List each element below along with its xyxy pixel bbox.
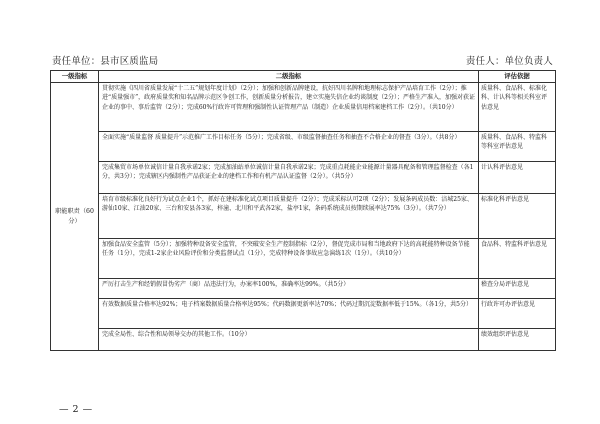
indicator-content: 有效数据质量合格率达92%；电子档案数据质量合格率达95%；代码数据更新率达70%；代码过期沉淀数据率低于15%。（各1分，共5分） <box>99 299 479 329</box>
col-header-primary: 一级指标 <box>51 71 99 83</box>
table-row <box>51 83 556 132</box>
table-row <box>51 162 556 194</box>
indicator-content: 加强食品安全监管（5分）；加强特种设备安全监管，不突破安全生产控制指标（2分），督促完成市局和当地政府下达的高耗能特种设备节能任务（1分），完成1-2家企业风险评价和分类监督试点（1分），完成特种设备事故应急演练1次（1分）。（共10分） <box>99 239 479 279</box>
indicator-content: 完成集贸市场单位诚信计量自我承诺2家；完成加油站单位诚信计量自我承诺2家；完成重点耗能企业能源计量器具配备和管理监督检查（各1分，共3分）；完成辖区内强制性产品获证企业的建档工作和有机产品认证监督（2分）。（共5分） <box>99 162 479 194</box>
table-row <box>51 132 556 162</box>
indicator-basis: 稽查分局评估意见 <box>479 279 556 299</box>
indicator-content: 全面实施“质量监督 质量提升”示范推广工作目标任务（5分）；完成省级、市级监督抽查任务和抽查不合格企业的督查（3分）。（共8分） <box>99 132 479 162</box>
table-row <box>51 299 556 329</box>
indicator-content: 培育市级标准化良好行为试点企业1个，抓好在建标准化试点项目质量提升（2分）；完成采标认可2项（2分）；发展条码成员数：涪城25家、游仙10家、江油20家、三台和安县各3家，梓潼、北川和平武各2家，盐亭1家，条码系统成员按期续展率达75%（3分）。（共7分） <box>99 194 479 239</box>
indicator-basis: 绩效组织评估意见 <box>479 329 556 351</box>
table-row <box>51 194 556 239</box>
table-row <box>51 239 556 279</box>
indicator-content: 完成全局性、综合性和局领导交办的其他工作。（10分） <box>99 329 479 351</box>
col-header-basis: 评估依据 <box>479 71 556 83</box>
indicator-basis: 食品科、特监科评估意见 <box>479 239 556 279</box>
indicator-content: 严厉打击生产和经销假冒伪劣产（商）品违法行为，办案率100%，准确率达99%。（共5分） <box>99 279 479 299</box>
indicator-basis: 标准化科评估意见 <box>479 194 556 239</box>
table-header-row <box>51 71 556 83</box>
responsible-unit: 责任单位：县市区质监局 <box>52 56 159 67</box>
primary-indicator-cell: 职能职责（60分） <box>51 83 99 351</box>
indicator-basis: 质量科、食品科、特监科等科室评估意见 <box>479 132 556 162</box>
col-header-secondary: 二级指标 <box>99 71 479 83</box>
responsible-person: 责任人：单位负责人 <box>465 56 553 67</box>
table-row <box>51 329 556 351</box>
indicator-basis: 计认科评估意见 <box>479 162 556 194</box>
evaluation-table <box>50 70 556 351</box>
page-number: — 2 — <box>59 404 93 415</box>
indicator-basis: 行政许可办评估意见 <box>479 299 556 329</box>
table-row <box>51 279 556 299</box>
indicator-basis: 质量科、食品科、标准化科、计认科等相关科室评估意见 <box>479 83 556 132</box>
indicator-content: 贯彻实施《四川省质量发展“十二五”规划年度计划》（2分）；加强和创新品牌建设，抗好四川名牌和地理标志保护产品培育工作（2分）；推进“质量强市”，政府质量奖和知名品牌示范区争创工作，创新质量分析报告，建立实施失信企业约谈制度（2分）；严格生产准入，加强对获证企业的事中、事后监管（2分）；完成60%行政许可管理和强制性认证管理产品（制造）企业质量信用档案建档工作（2分）。（共10分） <box>99 83 479 132</box>
